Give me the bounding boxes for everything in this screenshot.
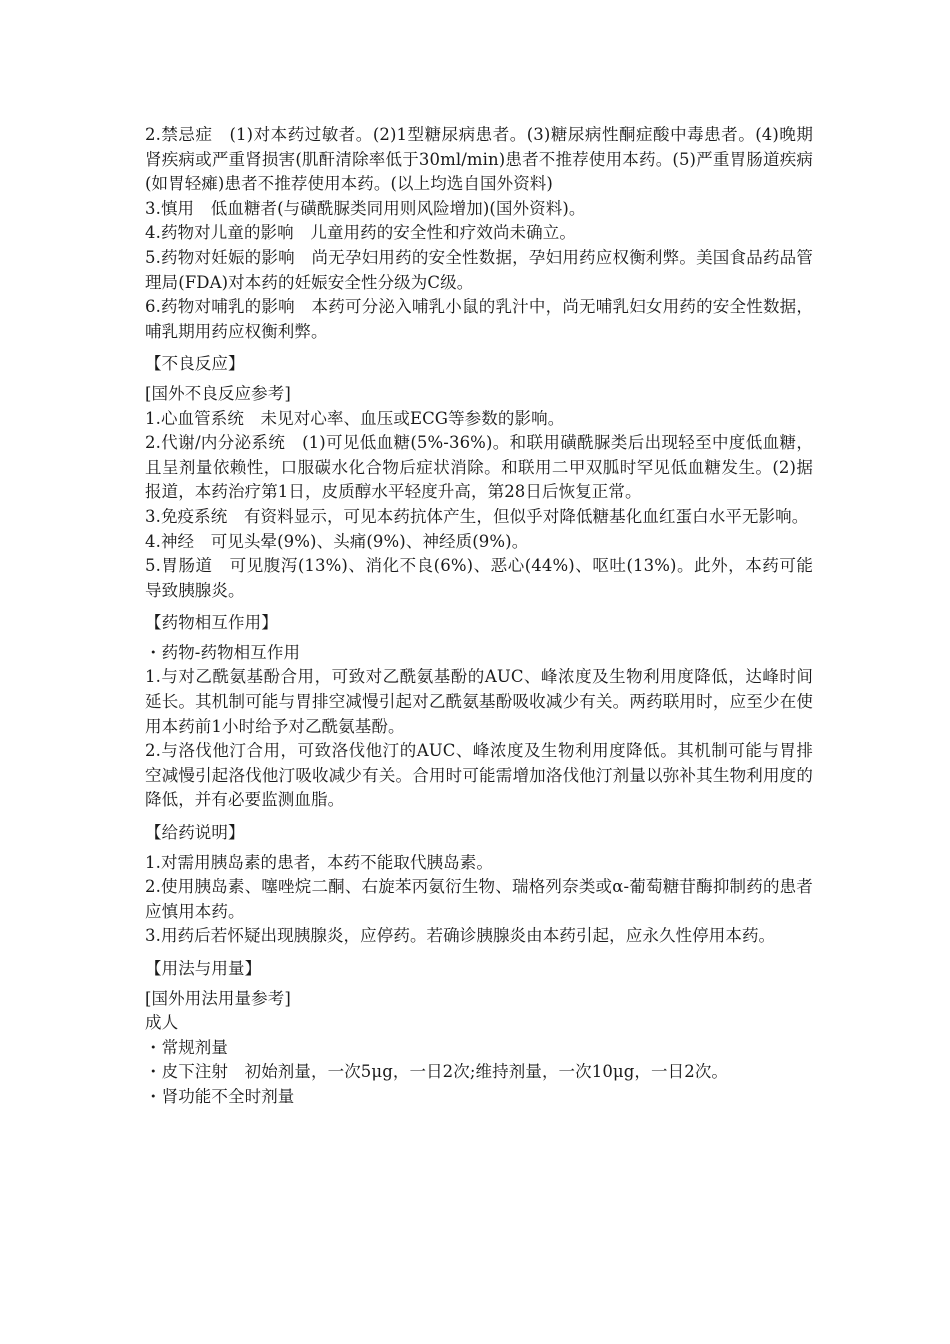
adverse-item: 1.心血管系统 未见对心率、血压或ECG等参数的影响。: [145, 408, 565, 428]
adverse-item: 3.免疫系统 有资料显示，可见本药抗体产生，但似乎对降低糖基化血红蛋白水平无影响。: [145, 506, 809, 526]
adverse-item: 5.胃肠道 可见腹泻(13%)、消化不良(6%)、恶心(44%)、呕吐(13%)。此外，本药可能导致胰腺炎。: [145, 556, 813, 600]
interactions-heading: 【药物相互作用】: [145, 613, 278, 633]
adverse-reference: [国外不良反应参考]: [145, 383, 291, 403]
administration-item: 3.用药后若怀疑出现胰腺炎，应停药。若确诊胰腺炎由本药引起，应永久性停用本药。: [145, 926, 776, 946]
interactions-subheading: ・药物-药物相互作用: [145, 642, 301, 662]
dosage-reference: [国外用法用量参考]: [145, 988, 291, 1008]
caution-paragraph: 3.慎用 低血糖者(与磺酰脲类同用则风险增加)(国外资料)。: [145, 198, 586, 218]
interaction-item: 2.与洛伐他汀合用，可致洛伐他汀的AUC、峰浓度及生物利用度降低。其机制可能与胃排空减慢引起洛伐他汀吸收减少有关。合用时可能需增加洛伐他汀剂量以弥补其生物利用度的降低，并有必要监测血脂。: [145, 741, 813, 810]
adverse-item: 4.神经 可见头晕(9%)、头痛(9%)、神经质(9%)。: [145, 531, 529, 551]
administration-heading: 【给药说明】: [145, 823, 245, 843]
children-paragraph: 4.药物对儿童的影响 儿童用药的安全性和疗效尚未确立。: [145, 223, 576, 243]
dosage-heading: 【用法与用量】: [145, 959, 262, 978]
pregnancy-paragraph: 5.药物对妊娠的影响 尚无孕妇用药的安全性数据，孕妇用药应权衡利弊。美国食品药品管理局(FDA)对本药的妊娠安全性分级为C级。: [145, 247, 813, 292]
contraindications-paragraph: 2.禁忌症 (1)对本药过敏者。(2)1型糖尿病患者。(3)糖尿病性酮症酸中毒患者。(4)晚期肾疾病或严重肾损害(肌酐清除率低于30ml/min)患者不推荐使用本药。(5)严重胃肠道疾病(如胃轻瘫)患者不推荐使用本药。(以上均选自国外资料): [145, 125, 813, 194]
dosage-renal-label: ・肾功能不全时剂量: [145, 1086, 295, 1106]
dosage-adult-label: 成人: [145, 1013, 179, 1033]
dosage-regular-label: ・常规剂量: [145, 1037, 228, 1057]
adverse-item: 2.代谢/内分泌系统 (1)可见低血糖(5%-36%)。和联用磺酰脲类后出现轻至中度低血糖，且呈剂量依赖性，口服碳水化合物后症状消除。和联用二甲双胍时罕见低血糖发生。(2)据报道，本药治疗第1日，皮质醇水平轻度升高，第28日后恢复正常。: [145, 433, 813, 502]
lactation-paragraph: 6.药物对哺乳的影响 本药可分泌入哺乳小鼠的乳汁中，尚无哺乳妇女用药的安全性数据，哺乳期用药应权衡利弊。: [145, 297, 813, 341]
administration-item: 1.对需用胰岛素的患者，本药不能取代胰岛素。: [145, 852, 493, 872]
administration-item: 2.使用胰岛素、噻唑烷二酮、右旋苯丙氨衍生物、瑞格列奈类或α-葡萄糖苷酶抑制药的患者应慎用本药。: [145, 877, 813, 921]
adverse-heading: 【不良反应】: [145, 354, 245, 374]
dosage-subq-item: ・皮下注射 初始剂量，一次5μg，一日2次;维持剂量，一次10μg，一日2次。: [145, 1062, 729, 1082]
document-page: [145, 123, 813, 1110]
interaction-item: 1.与对乙酰氨基酚合用，可致对乙酰氨基酚的AUC、峰浓度及生物利用度降低，达峰时间延长。其机制可能与胃排空减慢引起对乙酰氨基酚吸收减少有关。两药联用时，应至少在使用本药前1小时给予对乙酰氨基酚。: [145, 667, 813, 736]
